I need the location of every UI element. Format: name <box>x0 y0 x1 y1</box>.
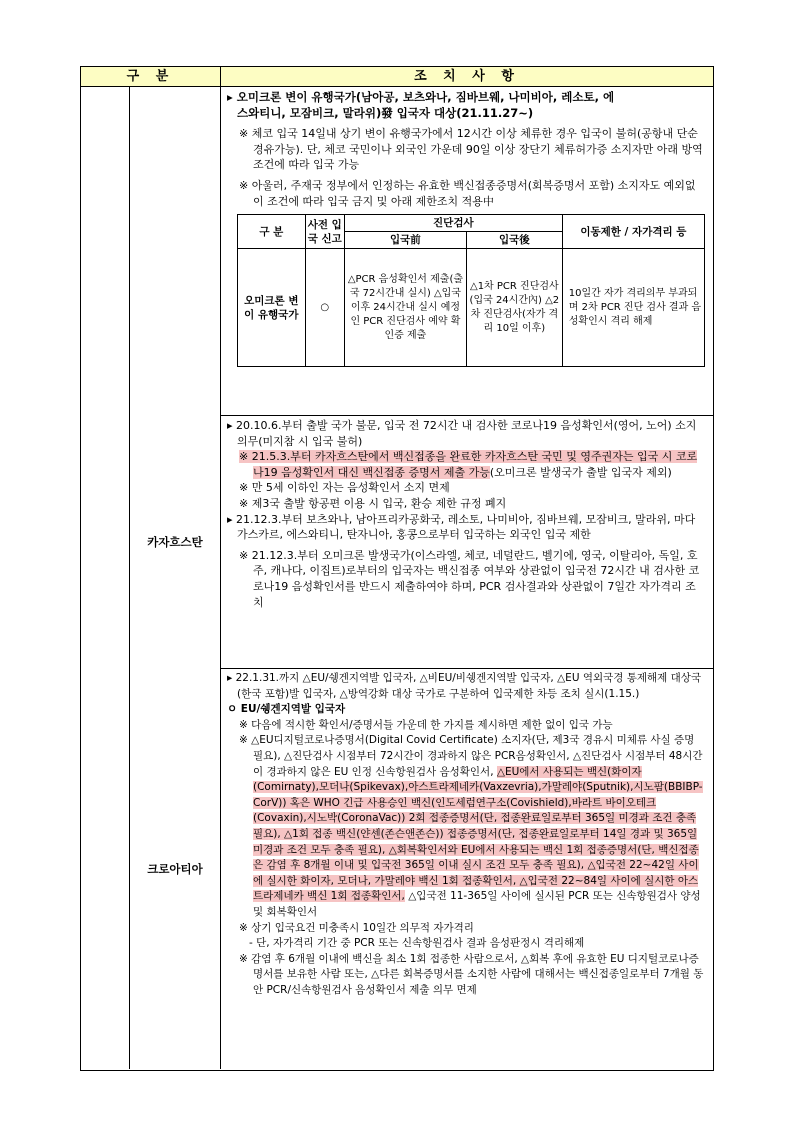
measures-table <box>80 66 714 1071</box>
omicron-title-line1: ▸ 오미크론 변이 유행국가(남아공, 보츠와나, 짐바브웨, 나미비아, 레소토, 에 <box>227 90 615 104</box>
row-croatia-content <box>221 671 713 998</box>
sub-cell-restrictions: 10일간 자가 격리의무 부과되며 2차 PCR 진단 검사 결과 음성확인시 격리 해제 <box>562 249 704 367</box>
kz-para-6: ※ 21.12.3.부터 오미크론 발생국가(이스라엘, 체코, 네덜란드, 벨기에, 영국, 이탈리아, 독일, 호주, 캐나다, 이집트)로부터의 입국자는 백신접종 여부와 상관없이 입국전 72시간 내 검사한 코로나19 음성확인서를 반드시 제출하여야 하며, PCR 검사결과와 상관없이 7일간 자가격리 조치 <box>239 548 700 609</box>
omicron-measures-table <box>237 214 705 367</box>
sub-header-diagnostic: 진단검사 <box>344 215 562 232</box>
sub-header-before-entry: 입국前 <box>344 232 466 249</box>
sub-header-prior-report: 사전 입국 신고 <box>305 215 344 249</box>
kz-highlight: ※ 21.5.3.부터 카자흐스탄에서 백신접종을 완료한 카자흐스탄 국민 및 영주권자는 입국 시 코로나19 음성확인서 대신 백신접종 증명서 제출 가능 <box>239 450 698 479</box>
hr-para-1: ▸ 22.1.31.까지 △EU/쉥겐지역발 입국자, △비EU/비쉥겐지역발 입국자, △EU 역외국경 통제해제 대상국(한국 포함)발 입국자, △방역강화 대상 국가로 구분하여 입국제한 차등 조치 실시(1.15.) <box>227 672 702 700</box>
czech-note-1: ※ 체코 입국 14일내 상기 변이 유행국가에서 12시간 이상 체류한 경우 입국이 불허(공항내 단순 경유가능). 단, 체코 국민이나 외국인 가운데 90일 이상 장단기 체류허가증 소지자만 아래 방역조건에 따라 입국 가능 <box>239 127 703 172</box>
sub-cell-prior-report: ○ <box>305 249 344 367</box>
sub-header-category: 구 분 <box>238 215 306 249</box>
row-kazakhstan-content <box>221 418 713 610</box>
sub-cell-before-entry: △PCR 음성확인서 제출(출국 72시간내 실시) △입국 이후 24시간내 실시 예정인 PCR 진단검사 예약 확인증 제출 <box>344 249 466 367</box>
kz-para-1: ▸ 20.10.6.부터 출발 국가 불문, 입국 전 72시간 내 검사한 코로나19 음성확인서(영어, 노어) 소지 의무(미지참 시 입국 불허) <box>227 419 697 448</box>
hr-para-6: ※ 감염 후 6개월 이내에 백신을 최소 1회 접종한 사람으로서, △회복 후에 유효한 EU 디지털코로나증명서를 보유한 사람 또는, △다른 회복증명서를 소지한 사람에 대해서는 백신접종일로부터 7개월 동안 PCR/신속항원검사 음성확인서 제출 의무 면제 <box>239 952 704 996</box>
czech-note-2: ※ 아울러, 주재국 정부에서 인정하는 유효한 백신접종증명서(회복증명서 포함) 소지자도 예외없이 조건에 따라 입국 금지 및 아래 제한조치 적용中 <box>239 178 696 208</box>
sub-header-restrictions: 이동제한 / 자가격리 등 <box>562 215 704 249</box>
hr-para-4: ※ 상기 입국요건 미충족시 10일간 의무적 자가격리 <box>239 921 474 934</box>
sub-cell-after-entry: △1차 PCR 진단검사(입국 24시간內) △2차 진단검사(자가 격리 10일 이후) <box>466 249 562 367</box>
row-divider <box>220 415 713 416</box>
header-measures: 조 치 사 항 <box>221 67 713 87</box>
kz-para-2: ※ 21.5.3.부터 카자흐스탄에서 백신접종을 완료한 카자흐스탄 국민 및 영주권자는 입국 시 코로나19 음성확인서 대신 백신접종 증명서 제출 가능(오미크론 발생국가 출발 입국자 제외) <box>239 450 698 479</box>
sub-header-after-entry: 입국後 <box>466 232 562 249</box>
kz-para-5: ▸ 21.12.3.부터 보츠와나, 남아프리카공화국, 레소토, 나미비아, 짐바브웨, 모잠비크, 말라위, 마다가스카르, 에스와티니, 탄자니아, 홍콩으로부터 입국하는 외국인 입국 제한 <box>227 512 696 542</box>
hr-para-2: ※ 다음에 적시한 확인서/증명서들 가운데 한 가지를 제시하면 제한 없이 입국 가능 <box>239 718 613 731</box>
sub-cell-category: 오미크론 변이 유행국가 <box>238 249 306 367</box>
kz-para-3: ※ 만 5세 이하인 자는 음성확인서 소지 면제 <box>239 481 450 495</box>
hr-highlight: △EU에서 사용되는 백신(화이자(Comirnaty),모더나(Spikevax),아스트라제네카(Vaxzevria),가말레야(Sputnik),시노팜(BBIBP-CorV)) 혹은 WHO 긴급 사용승인 백신(인도세럼연구소(Covishield),바라트 바이오테크(Covaxin),시노박(CoronaVac)) 2회 접종증명서(단, 접종완료일로부터 365일 미경과 조건 충족 필요), △1회 접종 백신(얀센(존슨앤존슨)) 접종증명서(단, 접종완료일로부터 14일 경과 및 365일 미경과 조건 모두 충족 필요), △회복확인서와 EU에서 사용되는 백신 1회 접종증명서(단, 백신접종은 감염 후 8개월 이내 및 입국전 365일 이내 실시 조건 모두 충족 필요), △입국전 22~42일 사이에 실시한 화이자, 모더나, 가말레야 백신 1회 접종확인서, △입국전 22~84일 사이에 실시한 아스트라제네카 백신 1회 접종확인서, <box>253 765 703 903</box>
row-czech-content <box>221 90 713 367</box>
row-divider <box>220 668 713 669</box>
country-kazakhstan: 카자흐스탄 <box>147 535 203 549</box>
kz-para-4: ※ 제3국 출발 항공편 이용 시 입국, 환승 제한 규정 폐지 <box>239 496 507 510</box>
hr-subheading: ㅇ EU/쉥겐지역발 입국자 <box>227 703 346 716</box>
omicron-title-line2: 스와티니, 모잠비크, 말라위)發 입국자 대상(21.11.27~) <box>237 105 534 120</box>
country-croatia: 크로아티아 <box>147 862 203 876</box>
hr-para-5: - 단, 자가격리 기간 중 PCR 또는 신속항원검사 결과 음성판정시 격리해제 <box>249 937 585 950</box>
hr-para-3: ※ △EU디지털코로나증명서(Digital Covid Certificate) 소지자(단, 제3국 경유시 미체류 사실 증명 필요), △진단검사 시점부터 72시간이 경과하지 않은 PCR음성확인서, △진단검사 시점부터 48시간이 경과하지 않은 EU 인정 신속항원검사 음성확인서, △EU에서 사용되는 백신(화이자(Comirnaty),모더나(Spikevax),아스트라제네카(Vaxzevria),가말레야(Sputnik),시노팜(BBIBP-CorV)) 혹은 WHO 긴급 사용승인 백신(인도세럼연구소(Covishield),바라트 바이오테크(Covaxin),시노박(CoronaVac)) 2회 접종증명서(단, 접종완료일로부터 365일 미경과 조건 충족 필요), △1회 접종 백신(얀센(존슨앤존슨)) 접종증명서(단, 접종완료일로부터 14일 경과 및 365일 미경과 조건 모두 충족 필요), △회복확인서와 EU에서 사용되는 백신 1회 접종증명서(단, 백신접종은 감염 후 8개월 이내 및 입국전 365일 이내 실시 조건 모두 충족 필요), △입국전 22~42일 사이에 실시한 화이자, 모더나, 가말레야 백신 1회 접종확인서, △입국전 22~84일 사이에 실시한 아스트라제네카 백신 1회 접종확인서, △입국전 11-365일 사이에 실시된 PCR 또는 신속항원검사 양성 및 회복확인서 <box>239 734 703 918</box>
header-category: 구 분 <box>81 67 221 87</box>
